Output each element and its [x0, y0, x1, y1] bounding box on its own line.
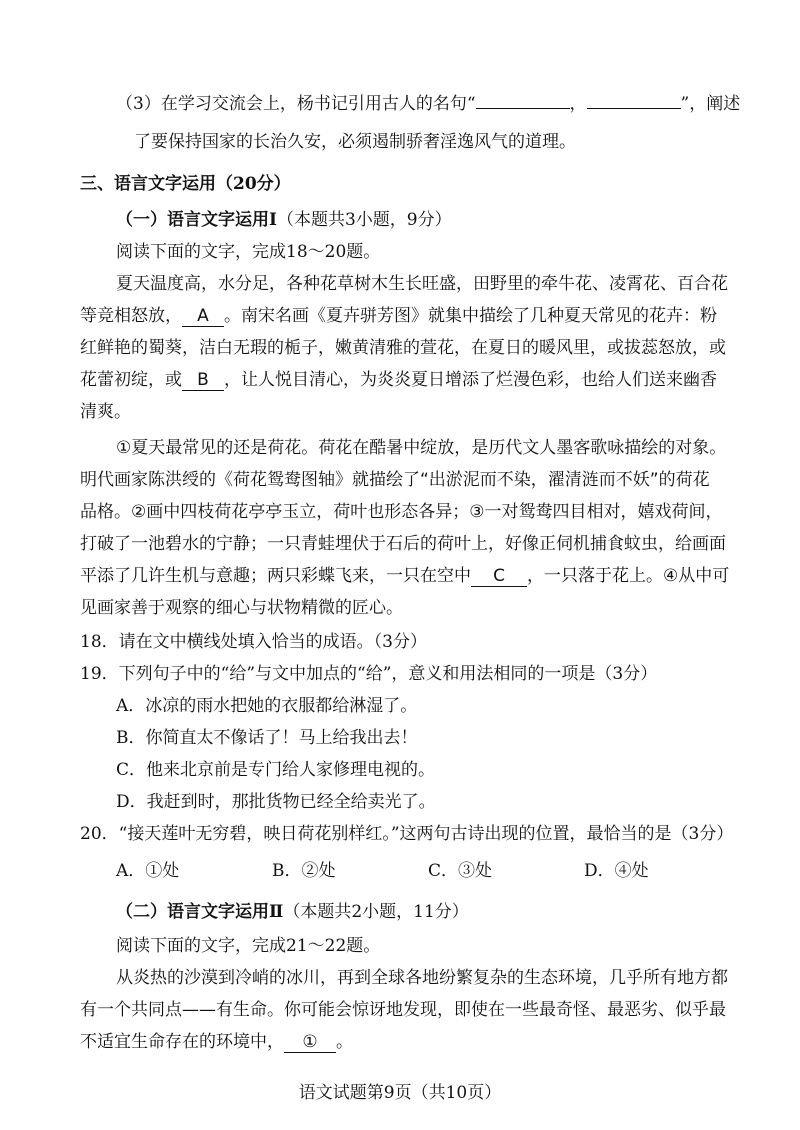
part2-heading	[116, 900, 469, 924]
p3-text: 不适宜生命存在的环境中，	[80, 1032, 284, 1052]
q19-option-b: B．你简直太不像话了！马上给我出去！	[116, 728, 418, 748]
blank-a: A	[182, 306, 224, 327]
blank-b: B	[182, 370, 224, 391]
page-footer: 语文试题第9页（共10页）	[298, 1083, 502, 1103]
q3-blank-1	[476, 108, 570, 109]
p1-line4	[80, 368, 717, 392]
p2-line1: ①夏天最常见的还是荷花。荷花在酷暑中绽放，是历代文人墨客歌咏描绘的对象。	[116, 438, 727, 458]
p3-text: 。	[336, 1032, 353, 1052]
p3-line3	[80, 1030, 353, 1054]
p1-line2	[80, 304, 717, 328]
p1-text: ，让人悦目清心，为炎炎夏日增添了烂漫色彩，也给人们送来幽香	[224, 370, 717, 390]
q20-option-a: A．①处	[116, 861, 180, 881]
p2-line6: 见画家善于观察的细心与状物精微的匠心。	[80, 598, 403, 618]
p2-line5	[80, 564, 729, 588]
p2-line4: 打破了一池碧水的宁静；一只青蛙埋伏于石后的荷叶上，好像正伺机捕食蚊虫，给画面	[80, 534, 726, 554]
q20-option-c: C．③处	[428, 861, 493, 881]
q3-blank-2	[587, 108, 681, 109]
part2-heading-title: （二）语言文字运用Ⅱ	[116, 902, 284, 922]
question-20: 20．“接天莲叶无穷碧，映日荷花别样红。”这两句古诗出现的位置，最恰当的是（3分）	[80, 824, 734, 844]
question-19: 19．下列句子中的“给”与文中加点的“给”，意义和用法相同的一项是（3分）	[80, 664, 658, 684]
blank-1: ①	[284, 1032, 336, 1053]
part1-heading	[116, 208, 452, 232]
part1-heading-info: （本题共3小题，9分）	[276, 210, 452, 230]
blank-c: C	[471, 566, 527, 587]
q19-option-c: C．他来北京前是专门给人家修理电视的。	[116, 760, 436, 780]
q3-comma: ，	[569, 94, 587, 114]
p1-line5: 清爽。	[80, 402, 131, 422]
p2-line2: 明代画家陈洪绶的《荷花鸳鸯图轴》就描绘了“出淤泥而不染，濯清涟而不妖”的荷花	[80, 470, 710, 490]
q19-option-a: A．冰凉的雨水把她的衣服都给淋湿了。	[116, 696, 418, 716]
p3-line2: 有一个共同点——有生命。你可能会惊讶地发现，即使在一些最奇怪、最恶劣、似乎最	[80, 1000, 726, 1020]
q3-line2: 了要保持国家的长治久安，必须遏制骄奢淫逸风气的道理。	[134, 132, 576, 152]
part1-instruction: 阅读下面的文字，完成18～20题。	[116, 242, 381, 262]
p1-text: 花蕾初绽，或	[80, 370, 182, 390]
p1-line1: 夏天温度高，水分足，各种花草树木生长旺盛，田野里的牵牛花、凌霄花、百合花	[116, 274, 728, 294]
q3-text-start: （3）在学习交流会上，杨书记引用古人的名句“	[116, 94, 476, 114]
q3-text-end: ”，阐述	[680, 94, 741, 114]
part2-instruction: 阅读下面的文字，完成21～22题。	[116, 936, 381, 956]
q3-line1	[116, 92, 740, 116]
p1-line3: 红鲜艳的蜀葵，洁白无瑕的栀子，嫩黄清雅的萱花，在夏日的暖风里，或拔蕊怒放，或	[80, 338, 726, 358]
p2-line3: 品格。②画中四枝荷花亭亭玉立，荷叶也形态各异；③一对鸳鸯四目相对，嬉戏荷间，	[80, 502, 723, 522]
p2-text: 平添了几许生机与意趣；两只彩蝶飞来，一只在空中	[80, 566, 471, 586]
q19-option-d: D．我赶到时，那批货物已经全给卖光了。	[116, 792, 436, 812]
p2-text: ，一只落于花上。④从中可	[527, 566, 730, 586]
q20-option-d: D．④处	[584, 861, 649, 881]
question-18: 18．请在文中横线处填入恰当的成语。（3分）	[80, 632, 427, 652]
p1-text: 等竞相怒放，	[80, 306, 182, 326]
part1-heading-title: （一）语言文字运用Ⅰ	[116, 210, 277, 230]
p1-text: 。南宋名画《夏卉骈芳图》就集中描绘了几种夏天常见的花卉：粉	[224, 306, 717, 326]
section-heading: 三、语言文字运用（20分）	[80, 174, 291, 194]
part2-heading-info: （本题共2小题，11分）	[283, 902, 469, 922]
q20-option-b: B．②处	[272, 861, 336, 881]
p3-line1: 从炎热的沙漠到冷峭的冰川，再到全球各地纷繁复杂的生态环境，几乎所有地方都	[116, 968, 728, 988]
